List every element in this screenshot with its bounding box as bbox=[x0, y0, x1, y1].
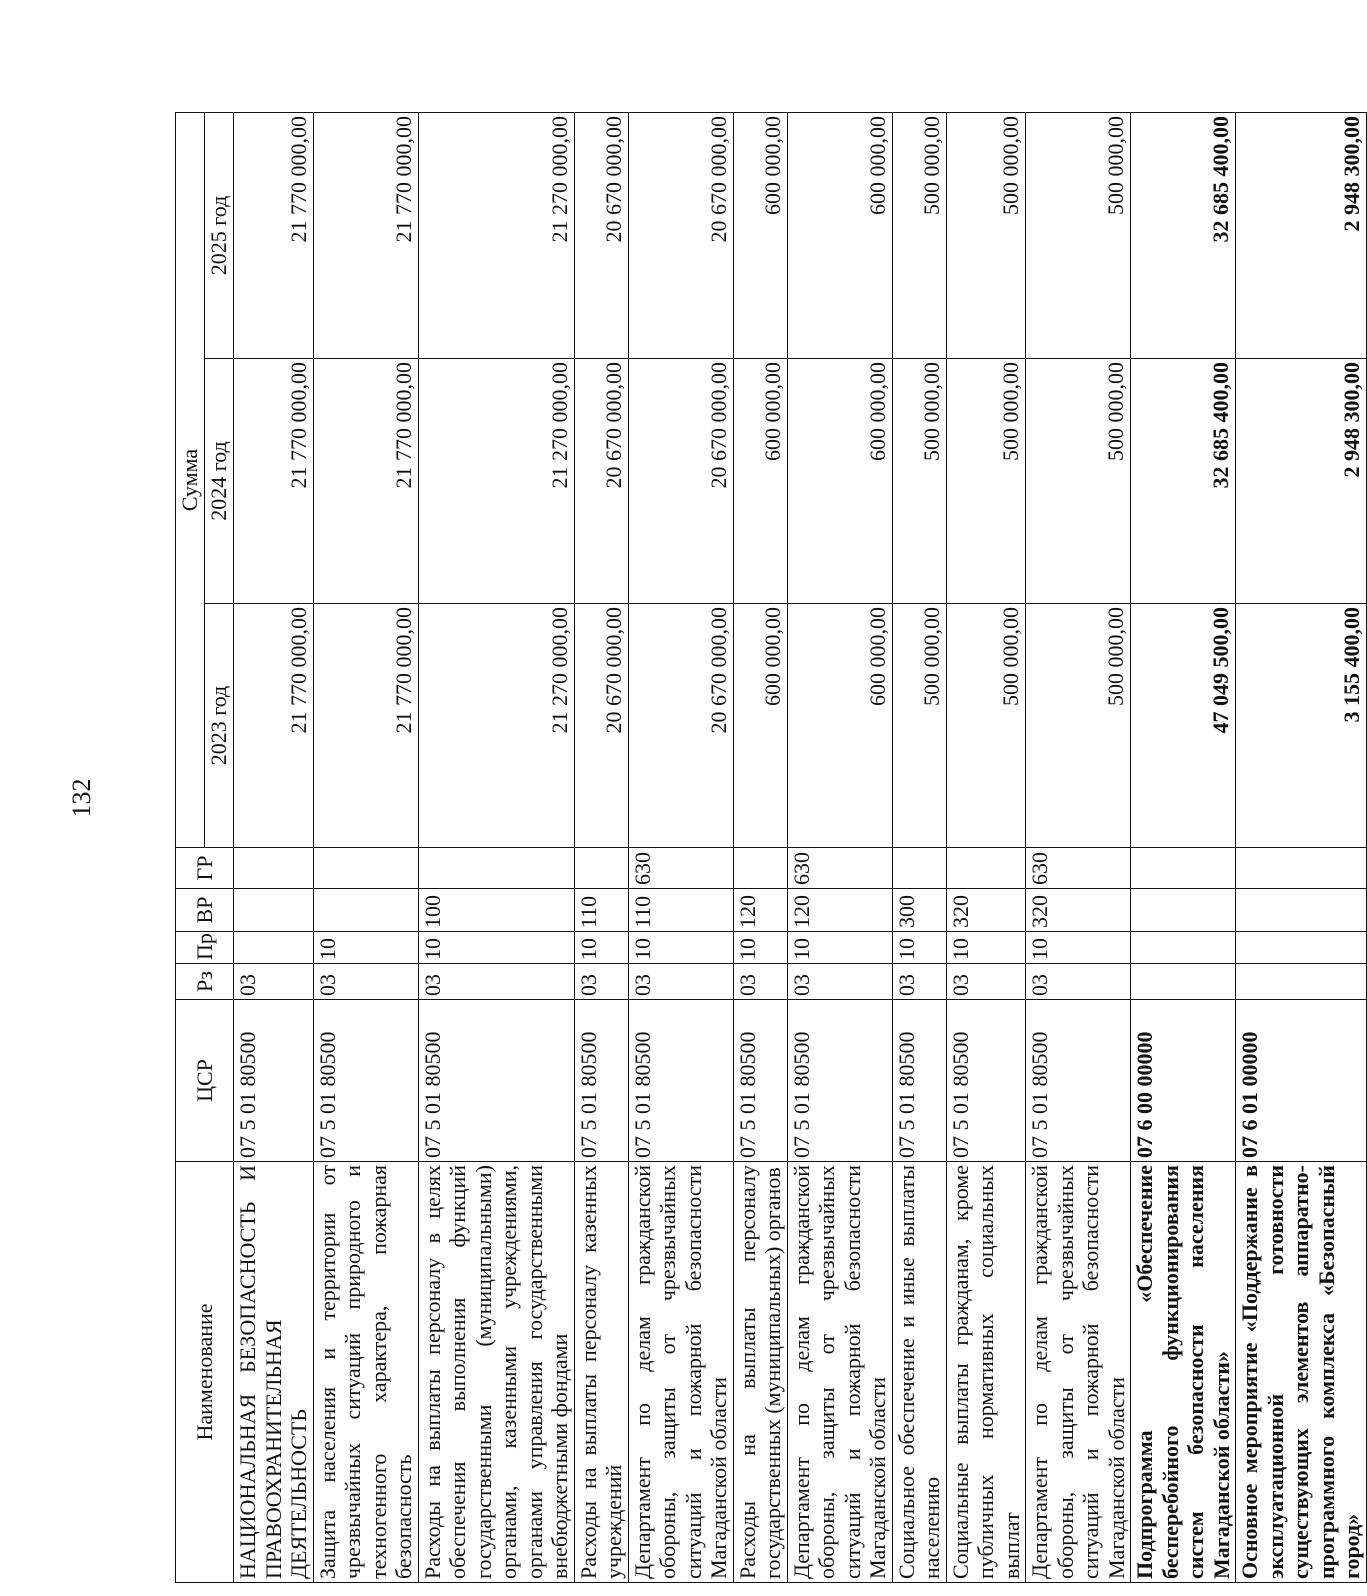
cell-name: Социальные выплаты гражданам, кроме публичных нормативных социальных выплат bbox=[946, 1162, 1026, 1583]
cell-gr bbox=[418, 848, 574, 889]
cell-pr bbox=[1236, 932, 1367, 964]
cell-y2023: 21 770 000,00 bbox=[313, 604, 418, 848]
cell-y2025: 20 670 000,00 bbox=[628, 112, 733, 358]
cell-rz: 03 bbox=[234, 964, 314, 1000]
cell-gr: 630 bbox=[1026, 848, 1131, 889]
cell-pr: 10 bbox=[574, 932, 628, 964]
cell-vr: 120 bbox=[733, 889, 787, 932]
cell-y2025: 500 000,00 bbox=[946, 112, 1026, 358]
header-sum: Сумма bbox=[176, 112, 205, 847]
cell-rz: 03 bbox=[787, 964, 892, 1000]
cell-gr: 630 bbox=[787, 848, 892, 889]
budget-table bbox=[175, 112, 1367, 1583]
cell-name: Департамент по делам гражданской обороны, защиты от чрезвычайных ситуаций и пожарной безопасности Магаданской области bbox=[787, 1162, 892, 1583]
cell-gr bbox=[1131, 848, 1236, 889]
cell-rz: 03 bbox=[1026, 964, 1131, 1000]
cell-csr: 07 5 01 80500 bbox=[733, 1000, 787, 1162]
cell-y2024: 21 270 000,00 bbox=[418, 359, 574, 604]
cell-gr bbox=[946, 848, 1026, 889]
cell-y2023: 20 670 000,00 bbox=[574, 604, 628, 848]
cell-rz: 03 bbox=[313, 964, 418, 1000]
cell-rz bbox=[1131, 964, 1236, 1000]
cell-y2025: 2 948 300,00 bbox=[1236, 112, 1367, 358]
cell-pr: 10 bbox=[787, 932, 892, 964]
table-row bbox=[313, 112, 418, 1582]
cell-y2024: 2 948 300,00 bbox=[1236, 359, 1367, 604]
header-2025: 2025 год bbox=[205, 112, 234, 358]
header-gr: ГР bbox=[176, 848, 234, 889]
cell-vr bbox=[1131, 889, 1236, 932]
cell-y2023: 600 000,00 bbox=[733, 604, 787, 848]
cell-y2023: 47 049 500,00 bbox=[1131, 604, 1236, 848]
cell-y2025: 500 000,00 bbox=[1026, 112, 1131, 358]
cell-y2023: 21 270 000,00 bbox=[418, 604, 574, 848]
cell-vr: 320 bbox=[946, 889, 1026, 932]
cell-csr: 07 6 00 00000 bbox=[1131, 1000, 1236, 1162]
header-2024: 2024 год bbox=[205, 359, 234, 604]
cell-vr: 110 bbox=[628, 889, 733, 932]
cell-rz: 03 bbox=[946, 964, 1026, 1000]
cell-vr bbox=[313, 889, 418, 932]
cell-pr: 10 bbox=[1026, 932, 1131, 964]
cell-y2024: 600 000,00 bbox=[787, 359, 892, 604]
header-rz: Рз bbox=[176, 964, 234, 1000]
cell-y2025: 600 000,00 bbox=[733, 112, 787, 358]
cell-name: Расходы на выплаты персоналу в целях обеспечения выполнения функций государственными (муниципальными) органами, казенными учреждениями, органами управления государственными внебюджетными фондами bbox=[418, 1162, 574, 1583]
cell-y2025: 20 670 000,00 bbox=[574, 112, 628, 358]
cell-gr bbox=[1236, 848, 1367, 889]
cell-gr bbox=[234, 848, 314, 889]
table-row bbox=[892, 112, 946, 1582]
page-number: 132 bbox=[67, 778, 96, 818]
cell-vr: 120 bbox=[787, 889, 892, 932]
table-row bbox=[574, 112, 628, 1582]
table-row bbox=[418, 112, 574, 1582]
cell-pr bbox=[1131, 932, 1236, 964]
cell-y2023: 600 000,00 bbox=[787, 604, 892, 848]
header-csr: ЦСР bbox=[176, 1000, 234, 1162]
cell-pr: 10 bbox=[892, 932, 946, 964]
cell-y2025: 500 000,00 bbox=[892, 112, 946, 358]
cell-y2025: 32 685 400,00 bbox=[1131, 112, 1236, 358]
cell-rz: 03 bbox=[733, 964, 787, 1000]
header-vr: ВР bbox=[176, 889, 234, 932]
table-row bbox=[787, 112, 892, 1582]
cell-y2023: 500 000,00 bbox=[946, 604, 1026, 848]
cell-pr: 10 bbox=[733, 932, 787, 964]
cell-gr bbox=[892, 848, 946, 889]
cell-y2024: 500 000,00 bbox=[1026, 359, 1131, 604]
cell-y2024: 500 000,00 bbox=[892, 359, 946, 604]
cell-y2025: 21 770 000,00 bbox=[234, 112, 314, 358]
cell-y2024: 20 670 000,00 bbox=[628, 359, 733, 604]
cell-y2023: 3 155 400,00 bbox=[1236, 604, 1367, 848]
cell-gr bbox=[733, 848, 787, 889]
cell-csr: 07 6 01 00000 bbox=[1236, 1000, 1367, 1162]
cell-csr: 07 5 01 80500 bbox=[234, 1000, 314, 1162]
table-row bbox=[628, 112, 733, 1582]
cell-rz: 03 bbox=[628, 964, 733, 1000]
cell-pr: 10 bbox=[946, 932, 1026, 964]
cell-y2025: 600 000,00 bbox=[787, 112, 892, 358]
table-body bbox=[234, 112, 1367, 1582]
cell-y2023: 500 000,00 bbox=[892, 604, 946, 848]
cell-vr bbox=[1236, 889, 1367, 932]
cell-name: Департамент по делам гражданской обороны, защиты от чрезвычайных ситуаций и пожарной безопасности Магаданской области bbox=[628, 1162, 733, 1583]
cell-name: Департамент по делам гражданской обороны, защиты от чрезвычайных ситуаций и пожарной безопасности Магаданской области bbox=[1026, 1162, 1131, 1583]
cell-vr bbox=[234, 889, 314, 932]
cell-csr: 07 5 01 80500 bbox=[1026, 1000, 1131, 1162]
table-row bbox=[1236, 112, 1367, 1582]
cell-csr: 07 5 01 80500 bbox=[313, 1000, 418, 1162]
cell-y2023: 20 670 000,00 bbox=[628, 604, 733, 848]
rotated-page-content bbox=[175, 113, 1364, 1583]
cell-name: Основное мероприятие «Поддержание в эксплуатационной готовности существующих элементов аппаратно-программного комплекса «Безопасный город» bbox=[1236, 1162, 1367, 1583]
cell-y2024: 21 770 000,00 bbox=[234, 359, 314, 604]
cell-name: НАЦИОНАЛЬНАЯ БЕЗОПАСНОСТЬ И ПРАВООХРАНИТЕЛЬНАЯ ДЕЯТЕЛЬНОСТЬ bbox=[234, 1162, 314, 1583]
cell-rz: 03 bbox=[574, 964, 628, 1000]
cell-vr: 110 bbox=[574, 889, 628, 932]
cell-y2024: 600 000,00 bbox=[733, 359, 787, 604]
cell-gr bbox=[313, 848, 418, 889]
header-pr: Пр bbox=[176, 932, 234, 964]
cell-rz bbox=[1236, 964, 1367, 1000]
table-row bbox=[946, 112, 1026, 1582]
cell-pr bbox=[234, 932, 314, 964]
cell-csr: 07 5 01 80500 bbox=[628, 1000, 733, 1162]
table-row bbox=[1131, 112, 1236, 1582]
cell-y2025: 21 770 000,00 bbox=[313, 112, 418, 358]
cell-name: Расходы на выплаты персоналу государственных (муниципальных) органов bbox=[733, 1162, 787, 1583]
cell-gr: 630 bbox=[628, 848, 733, 889]
cell-vr: 300 bbox=[892, 889, 946, 932]
cell-csr: 07 5 01 80500 bbox=[574, 1000, 628, 1162]
cell-pr: 10 bbox=[628, 932, 733, 964]
cell-csr: 07 5 01 80500 bbox=[787, 1000, 892, 1162]
cell-rz: 03 bbox=[892, 964, 946, 1000]
cell-csr: 07 5 01 80500 bbox=[418, 1000, 574, 1162]
cell-name: Защита населения и территории от чрезвычайных ситуаций природного и техногенного характера, пожарная безопасность bbox=[313, 1162, 418, 1583]
cell-pr: 10 bbox=[313, 932, 418, 964]
cell-y2023: 500 000,00 bbox=[1026, 604, 1131, 848]
cell-name: Социальное обеспечение и иные выплаты населению bbox=[892, 1162, 946, 1583]
cell-gr bbox=[574, 848, 628, 889]
cell-y2023: 21 770 000,00 bbox=[234, 604, 314, 848]
cell-name: Расходы на выплаты персоналу казенных учреждений bbox=[574, 1162, 628, 1583]
cell-y2024: 21 770 000,00 bbox=[313, 359, 418, 604]
table-row bbox=[1026, 112, 1131, 1582]
header-name: Наименование bbox=[176, 1162, 234, 1583]
cell-vr: 320 bbox=[1026, 889, 1131, 932]
cell-vr: 100 bbox=[418, 889, 574, 932]
cell-rz: 03 bbox=[418, 964, 574, 1000]
header-2023: 2023 год bbox=[205, 604, 234, 848]
table-row bbox=[733, 112, 787, 1582]
cell-y2024: 500 000,00 bbox=[946, 359, 1026, 604]
cell-y2025: 21 270 000,00 bbox=[418, 112, 574, 358]
cell-name: Подпрограмма «Обеспечение бесперебойного функционирования систем безопасности населения Магаданской области» bbox=[1131, 1162, 1236, 1583]
cell-y2024: 32 685 400,00 bbox=[1131, 359, 1236, 604]
table-row bbox=[234, 112, 314, 1582]
cell-csr: 07 5 01 80500 bbox=[946, 1000, 1026, 1162]
cell-csr: 07 5 01 80500 bbox=[892, 1000, 946, 1162]
cell-y2024: 20 670 000,00 bbox=[574, 359, 628, 604]
cell-pr: 10 bbox=[418, 932, 574, 964]
